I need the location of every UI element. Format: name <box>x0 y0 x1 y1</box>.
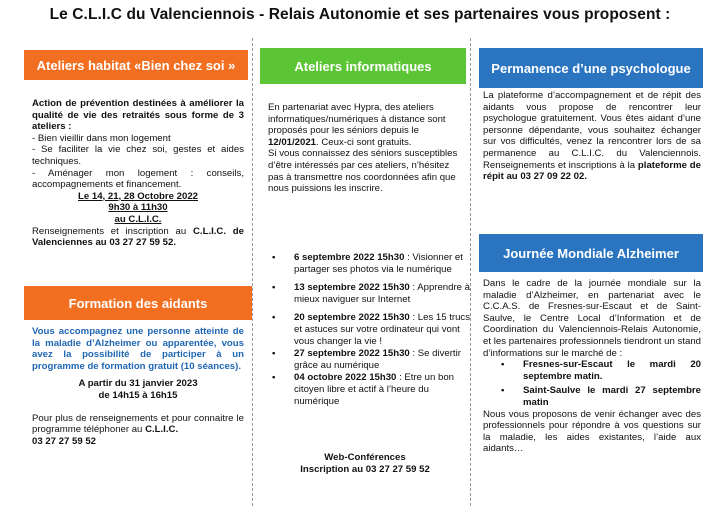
caregiver-contact-phone: 03 27 27 59 52 <box>32 435 97 447</box>
page-title: Le C.L.I.C du Valenciennois - Relais Autonomie et ses partenaires vous proposent : <box>49 6 671 23</box>
computer-intro-date: 12/01/2021 <box>268 136 317 148</box>
computer-workshop-title: Ateliers informatiques <box>294 58 432 74</box>
session-date: 6 septembre 2022 15h30 <box>294 252 405 263</box>
alzheimer-day-title: Journée Mondiale Alzheimer <box>503 245 679 261</box>
alzheimer-intro: Dans le cadre de la journée mondiale sur la maladie d’Alzheimer, en partenariat avec le C.C.A.S. de Fresnes-sur-Escaut et de Saint-Saulve, le Centre Local d’Information et de Coordination du Valenciennois-Relais Autonomie, et les partenaires professionnels tiendront un stand d’informations sur le marché de : <box>483 278 701 359</box>
habitat-contact-prefix: Renseignements et inscription au <box>32 225 193 237</box>
computer-workshop-banner <box>260 48 466 84</box>
psychologist-body <box>483 90 701 183</box>
middle-column <box>260 38 471 506</box>
psychologist-text: La plateforme d’accompagnement et de répit des aidants vous propose de rencontrer leur psychologue gratuitement. Vous êtes aidant d’une personne dépendante, vous souhaitez échanger sur vos difficultés, venez la rencontrer lors de sa permanence au C.L.I.C. du Valenciennois. Renseignements et inscriptions à la <box>483 90 701 171</box>
session-date: 04 octobre 2022 15h30 <box>294 372 397 384</box>
session-date: 20 septembre 2022 15h30 <box>294 312 410 324</box>
caregiver-training-body <box>32 326 244 447</box>
habitat-contact-phone: C.L.I.C. de Valenciennes au 03 27 27 59 52. <box>32 225 245 249</box>
psychologist-banner <box>479 48 703 88</box>
alzheimer-day-banner <box>479 234 703 272</box>
session-topic: : Les 15 trucs et astuces sur votre ordinateur qui vont vous changer la vie ! <box>294 312 470 347</box>
computer-workshop-intro <box>268 102 462 195</box>
list-item: • Saint-Saulve le mardi 27 septembre matin <box>523 385 701 408</box>
list-item <box>294 372 472 407</box>
list-item <box>294 282 472 305</box>
habitat-item: - Bien vieillir dans mon logement <box>32 132 171 144</box>
list-item: • Fresnes-sur-Escaut le mardi 20 septembre matin. <box>523 359 701 382</box>
habitat-dates: Le 14, 21, 28 Octobre 2022 <box>78 190 198 202</box>
computer-referral-text: Si vous connaissez des séniors susceptibles d’être intéressés par ces ateliers, n’hésitez pas à transmettre nos coordonnées afin que nous puissions les inscrire. <box>268 148 458 195</box>
list-item <box>294 252 472 275</box>
habitat-workshop-title: Ateliers habitat «Bien chez soi » <box>36 57 236 73</box>
psychologist-contact: plateforme de répit au 03 27 09 22 02. <box>483 159 701 183</box>
session-topic: : Se divertir grâce au numérique <box>294 348 461 371</box>
computer-intro-text: En partenariat avec Hypra, des ateliers informatiques/numériques à distance sont proposés pour les séniors depuis le <box>268 102 446 137</box>
alzheimer-day-body <box>483 278 701 455</box>
session-topic: : Etre un bon citoyen libre et actif à l’heure du numérique <box>294 372 455 407</box>
habitat-workshop-body <box>32 98 244 249</box>
web-conference-inscription: Inscription au 03 27 27 59 52 <box>300 463 430 475</box>
habitat-intro: Action de prévention destinées à améliorer la qualité de vie des retraités sous forme de 3 ateliers : <box>32 98 244 133</box>
psychologist-title: Permanence d’une psychologue <box>491 60 691 76</box>
caregiver-contact-prefix: Pour plus de renseignements et pour connaitre le programme téléphoner au <box>32 412 244 436</box>
habitat-hours: 9h30 à 11h30 <box>108 202 168 214</box>
caregiver-training-title: Formation des aidants <box>68 295 208 311</box>
alzheimer-market-list <box>483 359 701 408</box>
habitat-item: - Aménager mon logement : conseils, accompagnements et financement. <box>32 167 244 191</box>
web-conference-block <box>270 452 460 475</box>
left-column <box>24 38 253 506</box>
caregiver-training-date: A partir du 31 janvier 2023 <box>78 378 198 390</box>
list-item <box>294 312 472 347</box>
right-column <box>470 38 707 506</box>
caregiver-training-banner <box>24 286 252 320</box>
list-item <box>294 348 472 371</box>
session-date: 13 septembre 2022 15h30 <box>294 282 410 294</box>
habitat-place: au C.L.I.C. <box>114 213 162 225</box>
computer-intro-end: . Ceux-ci sont gratuits. <box>316 136 412 148</box>
caregiver-training-text: Vous accompagnez une personne atteinte de la maladie d’Alzheimer ou apparentée, vous avez la possibilité de participer à un programme de formation gratuit (10 séances). <box>32 326 244 372</box>
session-topic: : Visionner et partager ses photos via le numérique <box>294 252 463 275</box>
web-conference-title: Web-Conférences <box>324 452 406 463</box>
habitat-workshop-banner <box>24 50 248 80</box>
session-topic: : Apprendre à mieux naviguer sur Internet <box>294 282 471 305</box>
habitat-item: - Se faciliter la vie chez soi, gestes et aides techniques. <box>32 144 244 167</box>
computer-session-list <box>268 252 472 407</box>
session-date: 27 septembre 2022 15h30 <box>294 348 410 360</box>
alzheimer-closing: Nous vous proposons de venir échanger avec des professionnels pour répondre à vos questions sur la maladie, les aides existantes, l’aide aux aidants… <box>483 408 701 455</box>
caregiver-contact-clic: C.L.I.C. <box>145 424 179 436</box>
caregiver-training-hours: de 14h15 à 16h15 <box>98 389 178 401</box>
